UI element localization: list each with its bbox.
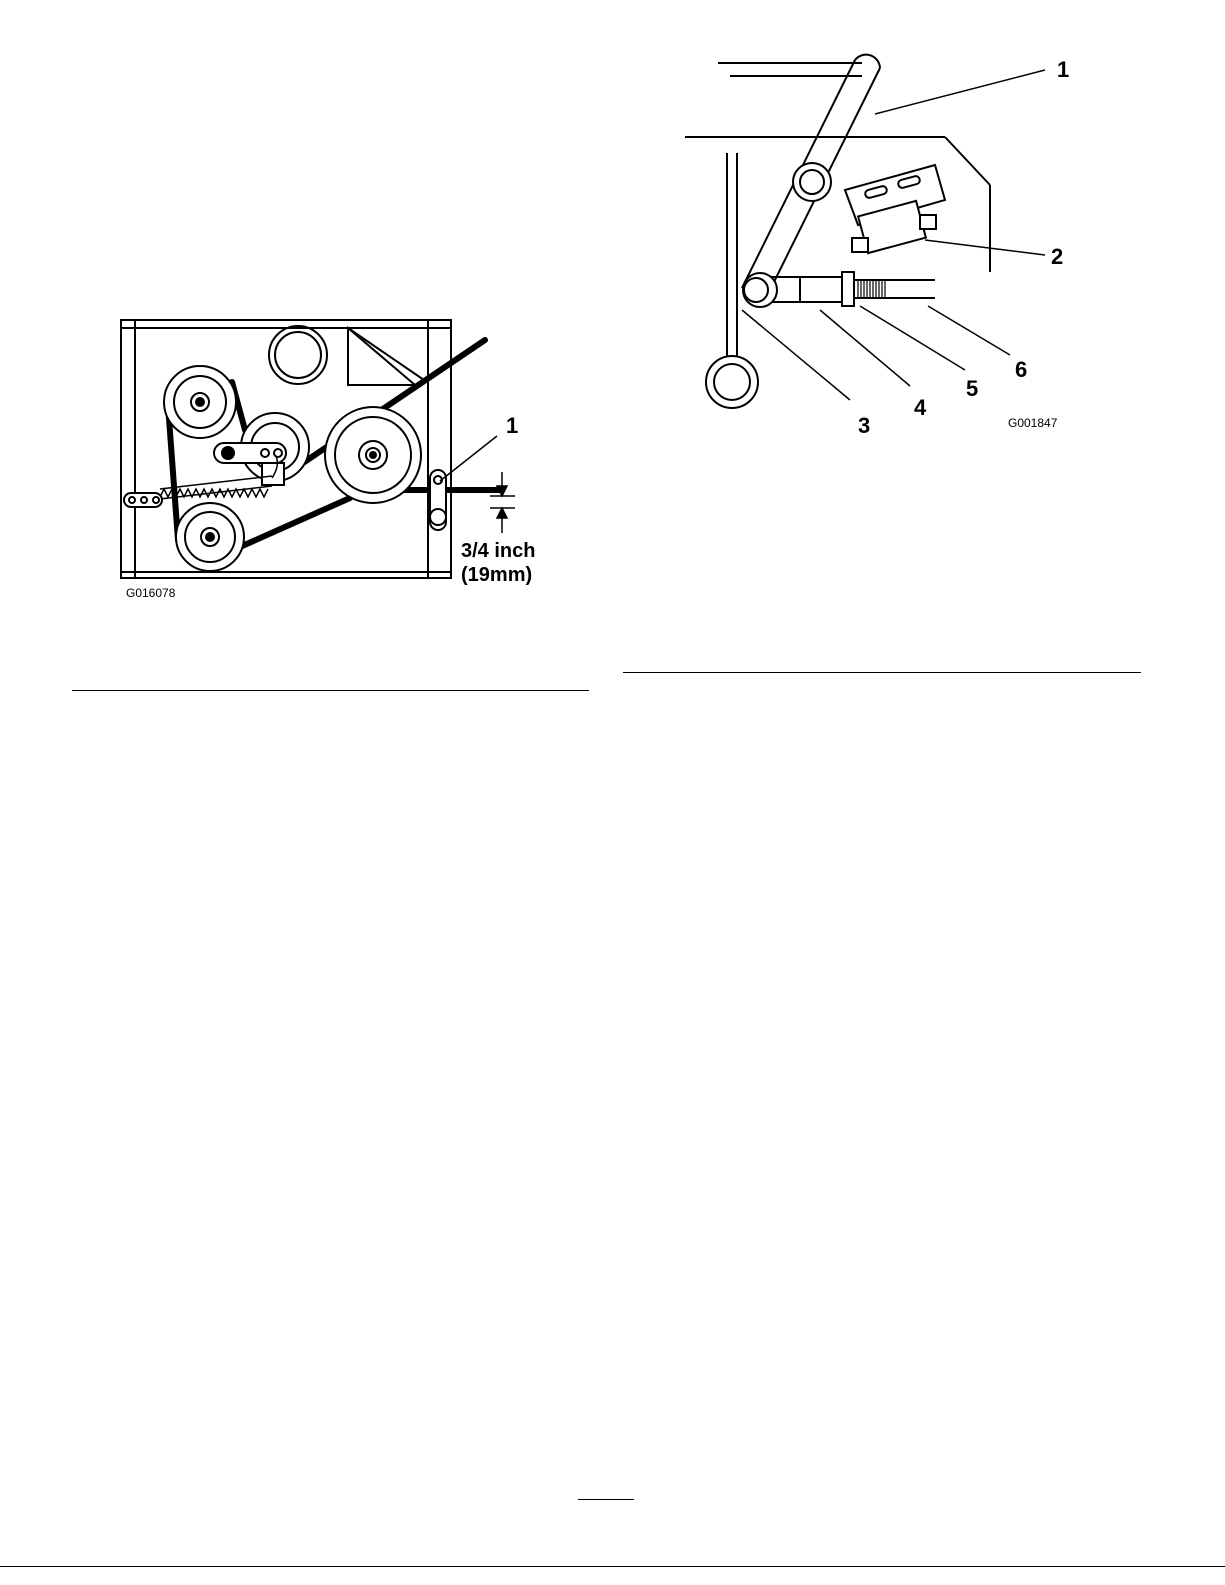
page-number-rule — [578, 1499, 634, 1500]
section-rule-left — [72, 690, 589, 691]
callout-1: 1 — [506, 413, 519, 438]
linkage-diagram — [680, 40, 1100, 440]
dimension-label-inch: 3/4 inch — [461, 540, 536, 562]
callout-3: 3 — [858, 413, 871, 438]
callout-2: 2 — [1051, 244, 1064, 269]
dimension-label-mm: (19mm) — [461, 564, 533, 586]
callout-1: 1 — [1057, 57, 1070, 82]
figure-id-right: G001847 — [1008, 416, 1058, 430]
callout-6: 6 — [1015, 357, 1028, 382]
footer-rule — [0, 1566, 1225, 1567]
figure-id-left: G016078 — [126, 586, 176, 600]
linkage-figure — [680, 40, 1100, 440]
belt-tension-diagram — [110, 300, 590, 620]
callout-4: 4 — [914, 395, 927, 420]
section-rule-right — [623, 672, 1141, 673]
callout-5: 5 — [966, 376, 979, 401]
belt-tension-figure — [110, 300, 590, 620]
